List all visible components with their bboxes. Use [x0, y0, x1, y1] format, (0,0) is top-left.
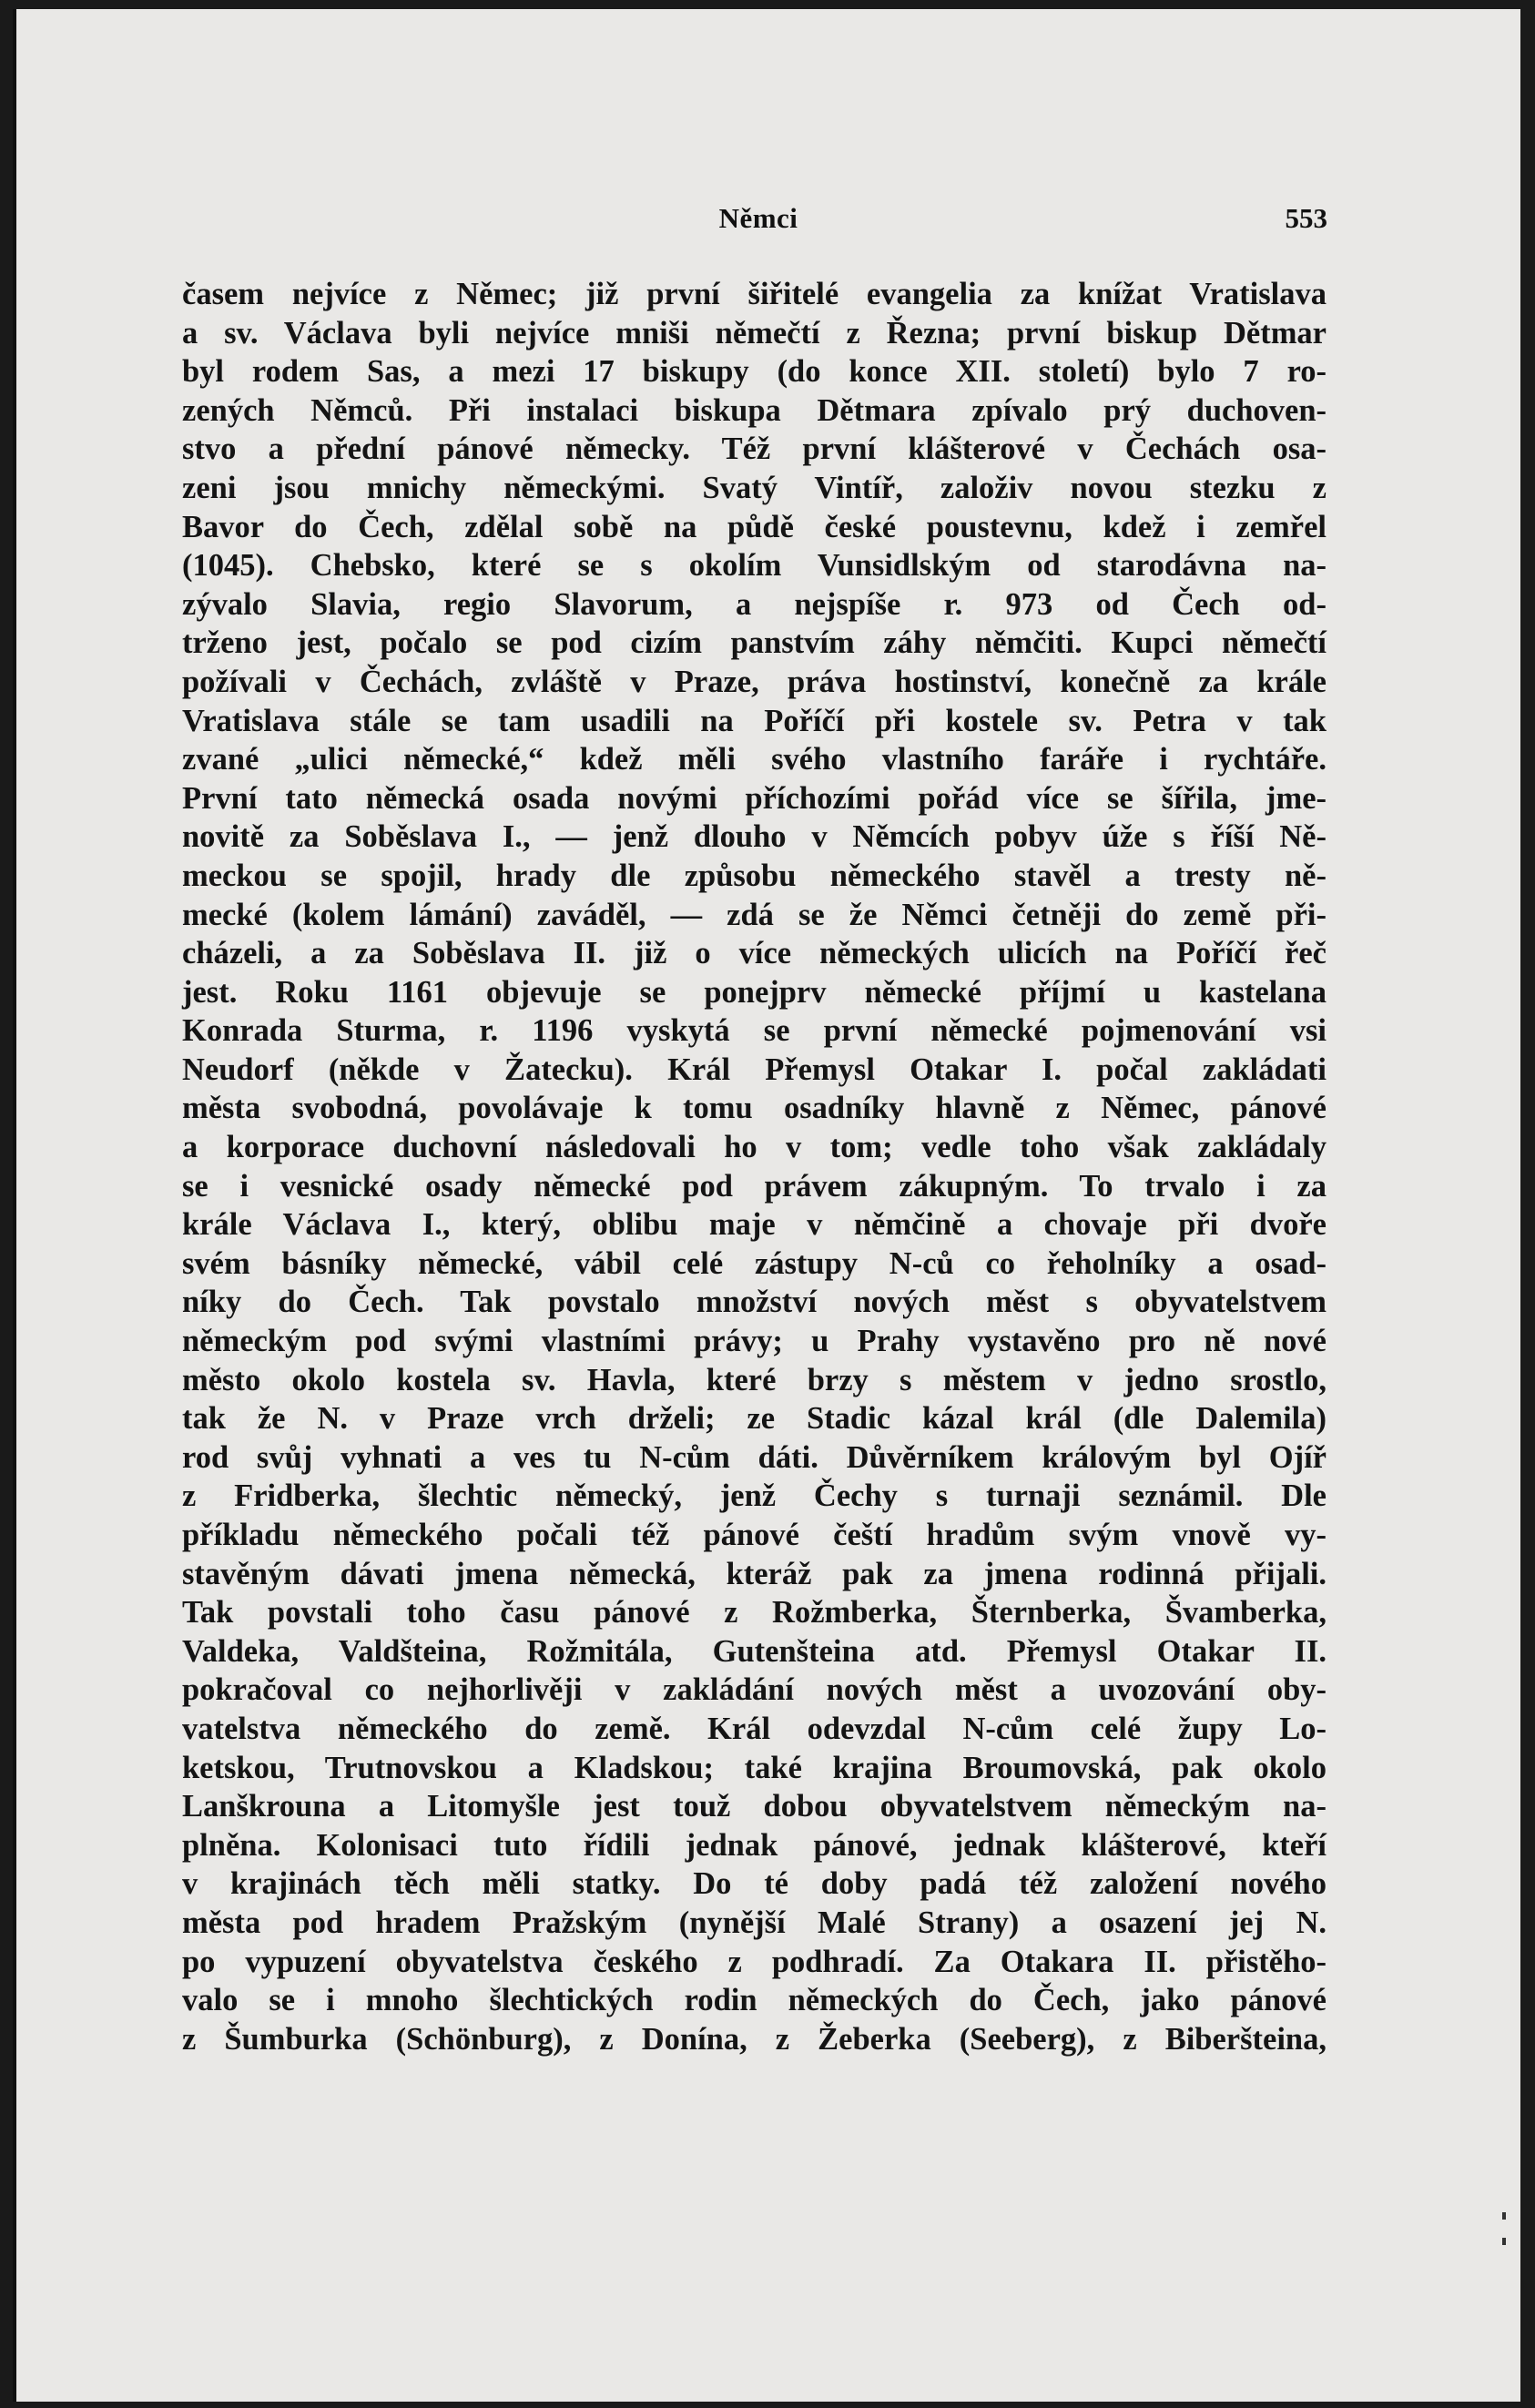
text-line: města pod hradem Pražským (nynější Malé Strany) a osazení jej N. [182, 1905, 1327, 1940]
text-line: z Šumburka (Schönburg), z Donína, z Žeberka (Seeberg), z Biberšteina, [182, 2021, 1327, 2057]
edge-mark [1502, 2238, 1506, 2245]
text-line: krále Václava I., který, oblibu maje v němčině a chovaje při dvoře [182, 1207, 1327, 1243]
body-text [182, 275, 1327, 2058]
text-line: zvané „ulici německé,“ kdež měli svého vlastního faráře i rychtáře. [182, 742, 1327, 777]
text-line: požívali v Čechách, zvláště v Praze, práva hostinství, konečně za krále [182, 664, 1327, 699]
page-header [189, 202, 1327, 257]
text-line: cházeli, a za Soběslava II. již o více německých ulicích na Poříčí řeč [182, 936, 1327, 971]
text-line: rod svůj vyhnati a ves tu N-cům dáti. Důvěrníkem královým byl Ojíř [182, 1439, 1327, 1475]
text-line: ketskou, Trutnovskou a Kladskou; také krajina Broumovská, pak okolo [182, 1750, 1327, 1785]
text-line: vatelstva německého do země. Král odevzdal N-cům celé župy Lo- [182, 1711, 1327, 1746]
text-line: zených Němců. Při instalaci biskupa Dětmara zpívalo prý duchoven- [182, 392, 1327, 428]
text-line: Lanškrouna a Litomyšle jest touž dobou obyvatelstvem německým na- [182, 1789, 1327, 1824]
text-line: stvo a přední pánové německy. Též první klášterové v Čechách osa- [182, 432, 1327, 467]
text-line: pokračoval co nejhorlivěji v zakládání nových měst a uvozování oby- [182, 1672, 1327, 1708]
text-line: Neudorf (někde v Žatecku). Král Přemysl Otakar I. počal zakládati [182, 1052, 1327, 1087]
text-line: z Fridberka, šlechtic německý, jenž Čechy s turnaji seznámil. Dle [182, 1478, 1327, 1514]
text-line: trženo jest, počalo se pod cizím panstvím záhy němčiti. Kupci němečtí [182, 625, 1327, 661]
text-line: níky do Čech. Tak povstalo množství nových měst s obyvatelstvem [182, 1285, 1327, 1320]
text-line: se i vesnické osady německé pod právem zákupným. To trvalo i za [182, 1168, 1327, 1204]
page-number: 553 [1285, 202, 1327, 234]
text-line: Vratislava stále se tam usadili na Poříčí při kostele sv. Petra v tak [182, 703, 1327, 738]
text-line: svém básníky německé, vábil celé zástupy N-ců co řeholníky a osad- [182, 1245, 1327, 1281]
text-line: časem nejvíce z Němec; již první šiřitelé evangelia za knížat Vratislava [182, 277, 1327, 311]
text-line: stavěným dávati jmena německá, kteráž pak za jmena rodinná přijali. [182, 1556, 1327, 1591]
edge-mark [1502, 2212, 1506, 2220]
text-line: německým pod svými vlastními právy; u Prahy vystavěno pro ně nové [182, 1324, 1327, 1359]
text-line: po vypuzení obyvatelstva českého z podhradí. Za Otakara II. přistěho- [182, 1944, 1327, 1979]
text-line: zývalo Slavia, regio Slavorum, a nejspíše r. 973 od Čech od- [182, 586, 1327, 622]
text-line: zeni jsou mnichy německými. Svatý Vintíř, založiv novou stezku z [182, 470, 1327, 505]
running-title: Němci [718, 202, 798, 234]
text-line: příkladu německého počali též pánové čeští hradům svým vnově vy- [182, 1518, 1327, 1552]
text-line: První tato německá osada novými příchozími pořád více se šířila, jme- [182, 780, 1327, 816]
text-line: (1045). Chebsko, které se s okolím Vunsidlským od starodávna na- [182, 548, 1327, 584]
text-line: mecké (kolem lámání) zaváděl, — zdá se že Němci četněji do země při- [182, 897, 1327, 932]
text-line: a sv. Václava byli nejvíce mniši němečtí z Řezna; první biskup Dětmar [182, 315, 1327, 351]
text-line: Konrada Sturma, r. 1196 vyskytá se první německé pojmenování vsi [182, 1013, 1327, 1049]
text-line: valo se i mnoho šlechtických rodin německých do Čech, jako pánové [182, 1983, 1327, 2018]
text-line: města svobodná, povolávaje k tomu osadníky hlavně z Němec, pánové [182, 1091, 1327, 1126]
text-line: město okolo kostela sv. Havla, které brzy s městem v jedno srostlo, [182, 1362, 1327, 1397]
text-line: Tak povstali toho času pánové z Rožmberka, Šternberka, Švamberka, [182, 1595, 1327, 1631]
book-page [13, 9, 1520, 2402]
page-edge-marks [1502, 2212, 1508, 2267]
text-line: v krajinách těch měli statky. Do té doby padá též založení nového [182, 1866, 1327, 1902]
text-line: byl rodem Sas, a mezi 17 biskupy (do konce XII. století) bylo 7 ro- [182, 354, 1327, 390]
text-line: tak že N. v Praze vrch drželi; ze Stadic kázal král (dle Dalemila) [182, 1401, 1327, 1437]
text-line: a korporace duchovní následovali ho v tom; vedle toho však zakládaly [182, 1130, 1327, 1165]
text-line: Valdeka, Valdšteina, Rožmitála, Gutenšteina atd. Přemysl Otakar II. [182, 1633, 1327, 1669]
text-line: novitě za Soběslava I., — jenž dlouho v Němcích pobyv úže s říší Ně- [182, 819, 1327, 855]
text-line: meckou se spojil, hrady dle způsobu německého stavěl a tresty ně- [182, 858, 1327, 893]
text-line: Bavor do Čech, zdělal sobě na půdě české poustevnu, kdež i zemřel [182, 509, 1327, 544]
text-line: jest. Roku 1161 objevuje se ponejprv německé příjmí u kastelana [182, 974, 1327, 1010]
text-line: plněna. Kolonisaci tuto řídili jednak pánové, jednak klášterové, kteří [182, 1827, 1327, 1863]
